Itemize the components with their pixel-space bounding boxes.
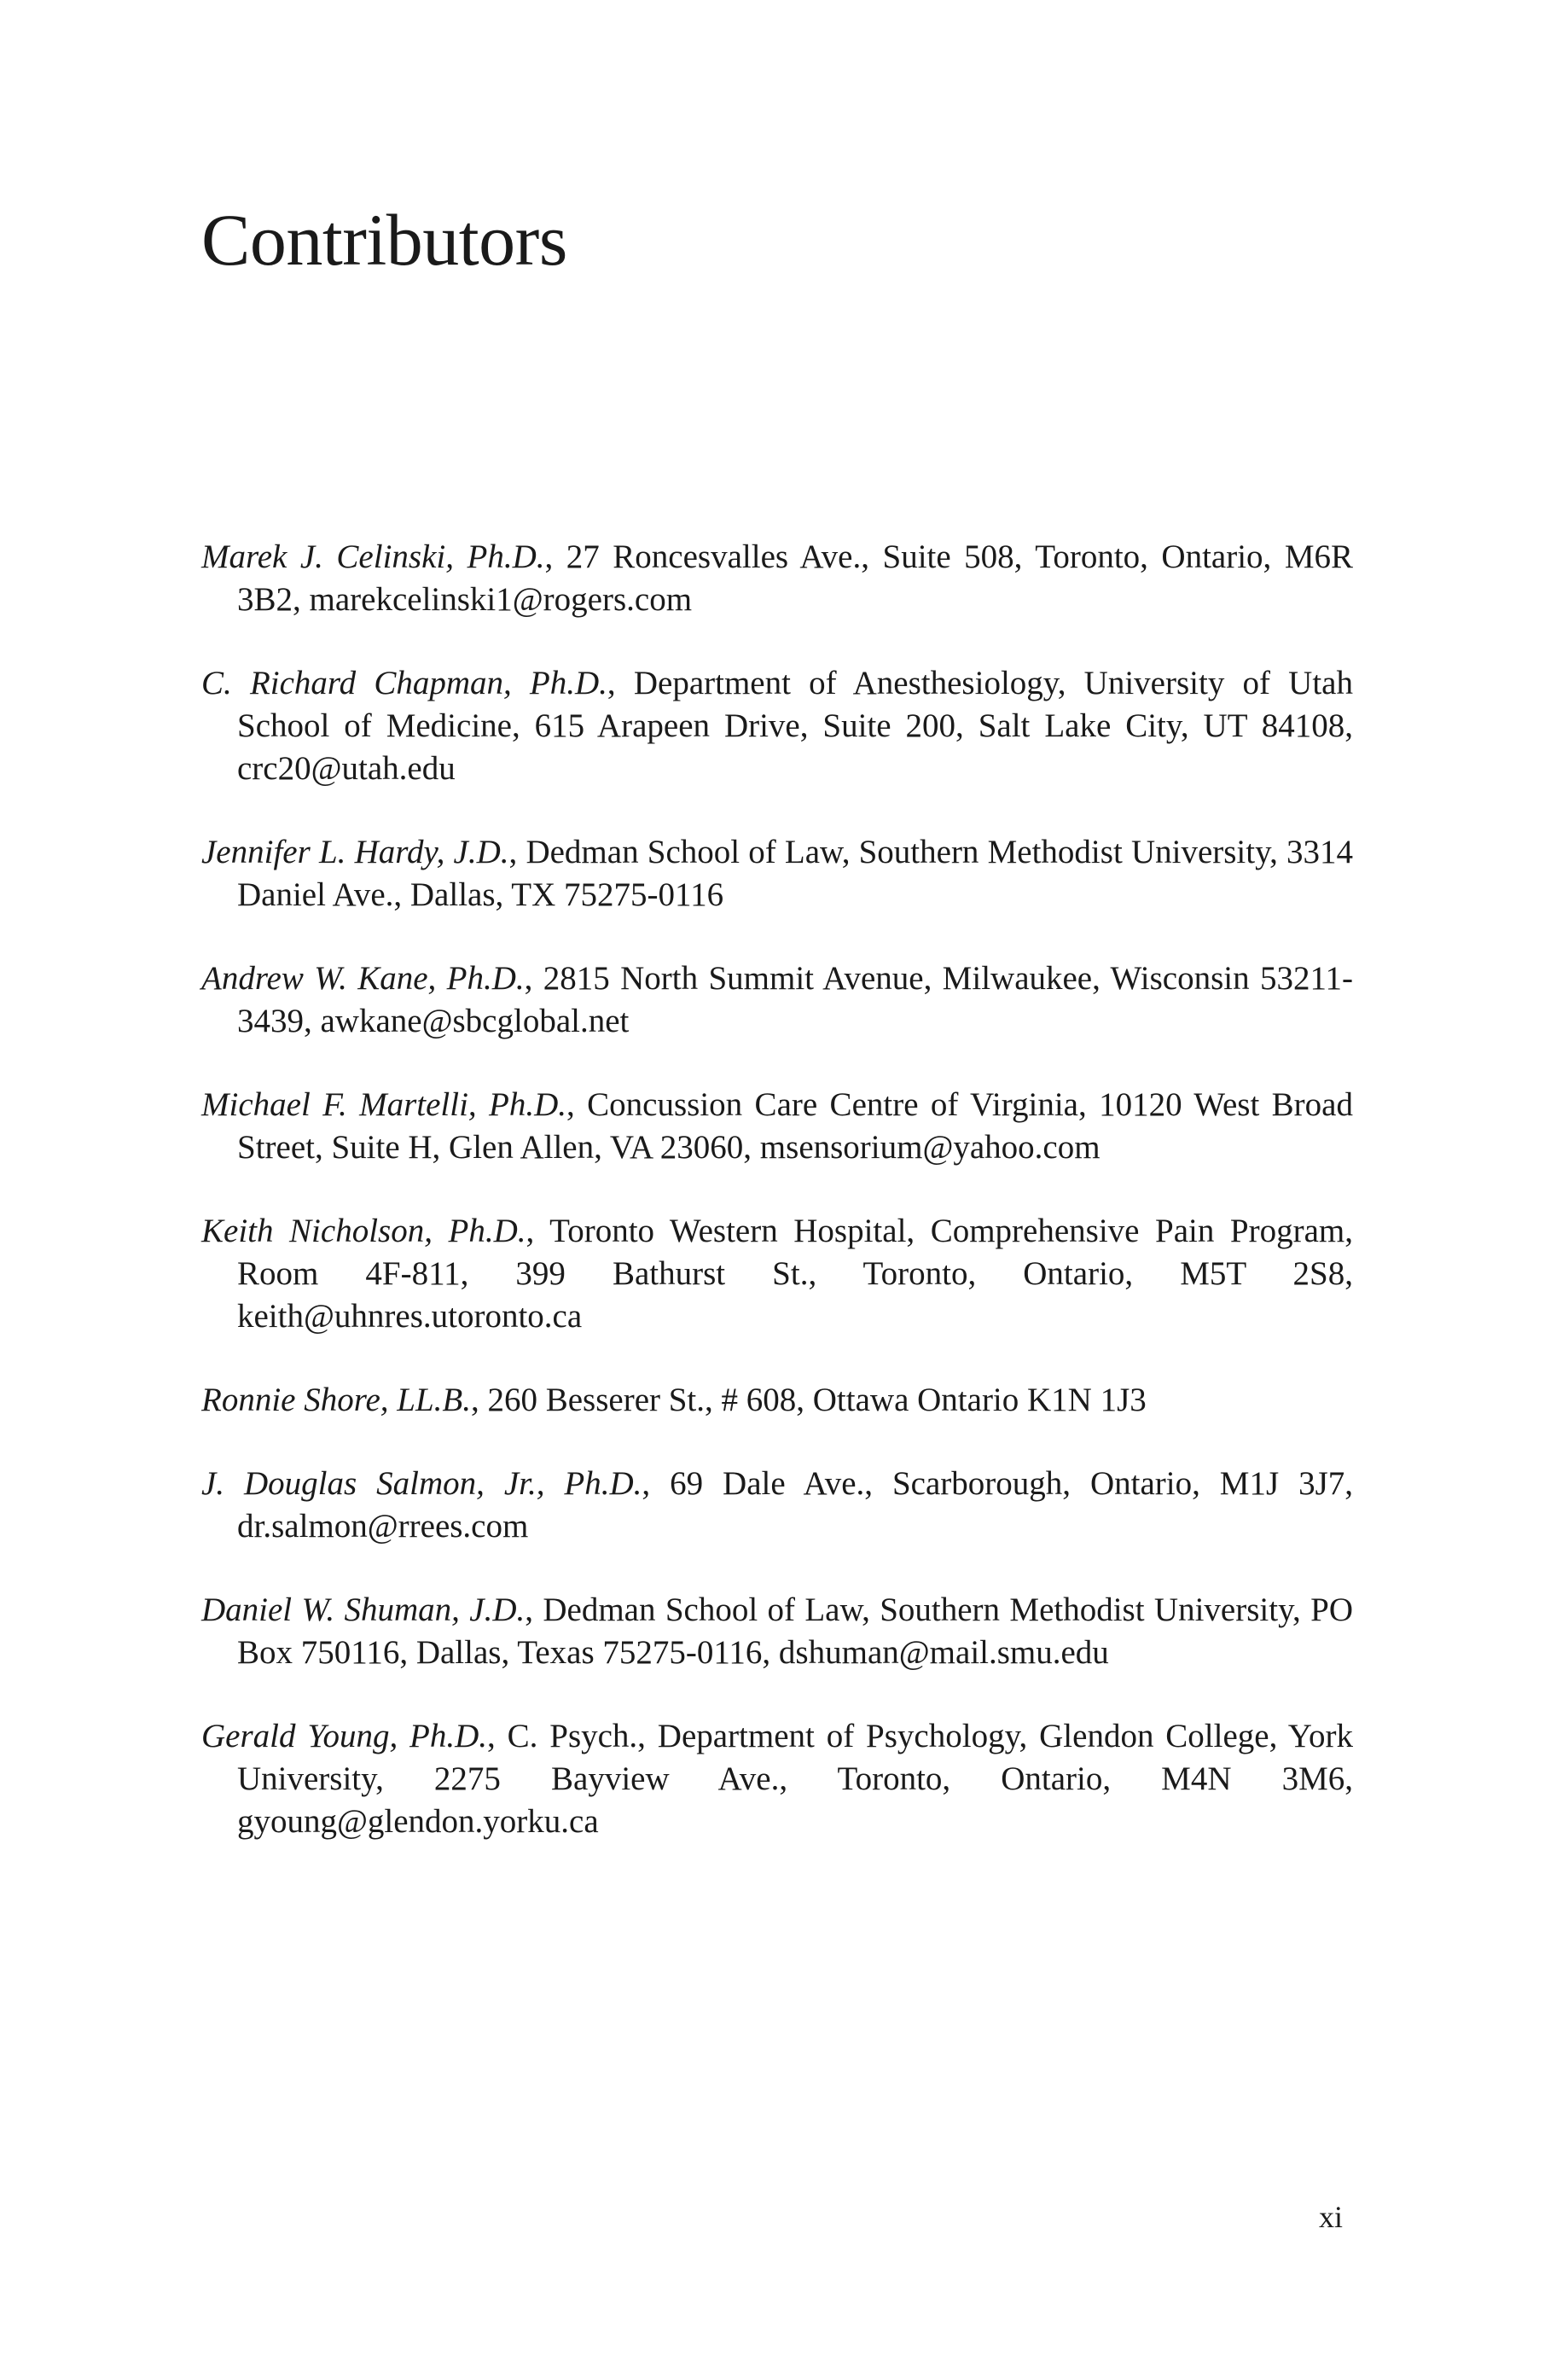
contributor-details: , 2815 North Summit Avenue, Milwaukee, Wisconsin 53211-3439, awkane@sbcglobal.net bbox=[237, 960, 1353, 1039]
contributor-details: , Concussion Care Centre of Virginia, 10120 West Broad Street, Suite H, Glen Allen, VA 23060, msensorium@yahoo.com bbox=[237, 1086, 1353, 1166]
contributor-list bbox=[201, 536, 1353, 1884]
contributor-entry bbox=[201, 1084, 1353, 1169]
contributor-entry bbox=[201, 1210, 1353, 1338]
contributor-details: , 69 Dale Ave., Scarborough, Ontario, M1J 3J7, dr.salmon@rrees.com bbox=[237, 1465, 1353, 1545]
contributor-details: , Dedman School of Law, Southern Methodist University, PO Box 750116, Dallas, Texas 75275-0116, dshuman@mail.smu.edu bbox=[237, 1591, 1353, 1671]
page-title: Contributors bbox=[201, 199, 567, 281]
contributor-name: C. Richard Chapman, Ph.D. bbox=[201, 665, 607, 701]
page-number: xi bbox=[1319, 2200, 1344, 2234]
contributor-name: Daniel W. Shuman, J.D. bbox=[201, 1591, 526, 1628]
contributor-details: , C. Psych., Department of Psychology, Glendon College, York University, 2275 Bayview Ave., Toronto, Ontario, M4N 3M6, gyoung@glendon.yorku.ca bbox=[237, 1718, 1353, 1840]
contributor-name: Michael F. Martelli, Ph.D. bbox=[201, 1086, 567, 1123]
contributor-entry bbox=[201, 1715, 1353, 1843]
contributor-name: Gerald Young, Ph.D. bbox=[201, 1718, 488, 1754]
contributor-name: Keith Nicholson, Ph.D. bbox=[201, 1213, 526, 1249]
contributor-entry bbox=[201, 1463, 1353, 1548]
contributor-entry bbox=[201, 1589, 1353, 1674]
contributor-name: Jennifer L. Hardy, J.D. bbox=[201, 834, 509, 870]
contributor-name: J. Douglas Salmon, Jr., Ph.D. bbox=[201, 1465, 642, 1502]
contributor-entry bbox=[201, 536, 1353, 621]
contributor-entry bbox=[201, 957, 1353, 1043]
contributor-name: Marek J. Celinski, Ph.D. bbox=[201, 538, 545, 575]
contributor-details: , Dedman School of Law, Southern Methodist University, 3314 Daniel Ave., Dallas, TX 75275-0116 bbox=[237, 834, 1353, 913]
contributor-details: , 27 Roncesvalles Ave., Suite 508, Toronto, Ontario, M6R 3B2, marekcelinski1@rogers.com bbox=[237, 538, 1354, 618]
contributor-name: Andrew W. Kane, Ph.D. bbox=[201, 960, 525, 997]
contributor-entry bbox=[201, 1379, 1353, 1422]
contributor-entry bbox=[201, 662, 1353, 790]
contributor-name: Ronnie Shore, LL.B. bbox=[201, 1382, 471, 1418]
contributor-details: , Department of Anesthesiology, University of Utah School of Medicine, 615 Arapeen Drive, Suite 200, Salt Lake City, UT 84108, crc20@utah.edu bbox=[237, 665, 1353, 787]
contributor-details: , 260 Besserer St., # 608, Ottawa Ontario K1N 1J3 bbox=[470, 1382, 1147, 1418]
contributor-details: , Toronto Western Hospital, Comprehensive Pain Program, Room 4F-811, 399 Bathurst St., Toronto, Ontario, M5T 2S8, keith@uhnres.utoronto.ca bbox=[237, 1213, 1353, 1335]
contributor-entry bbox=[201, 831, 1353, 916]
